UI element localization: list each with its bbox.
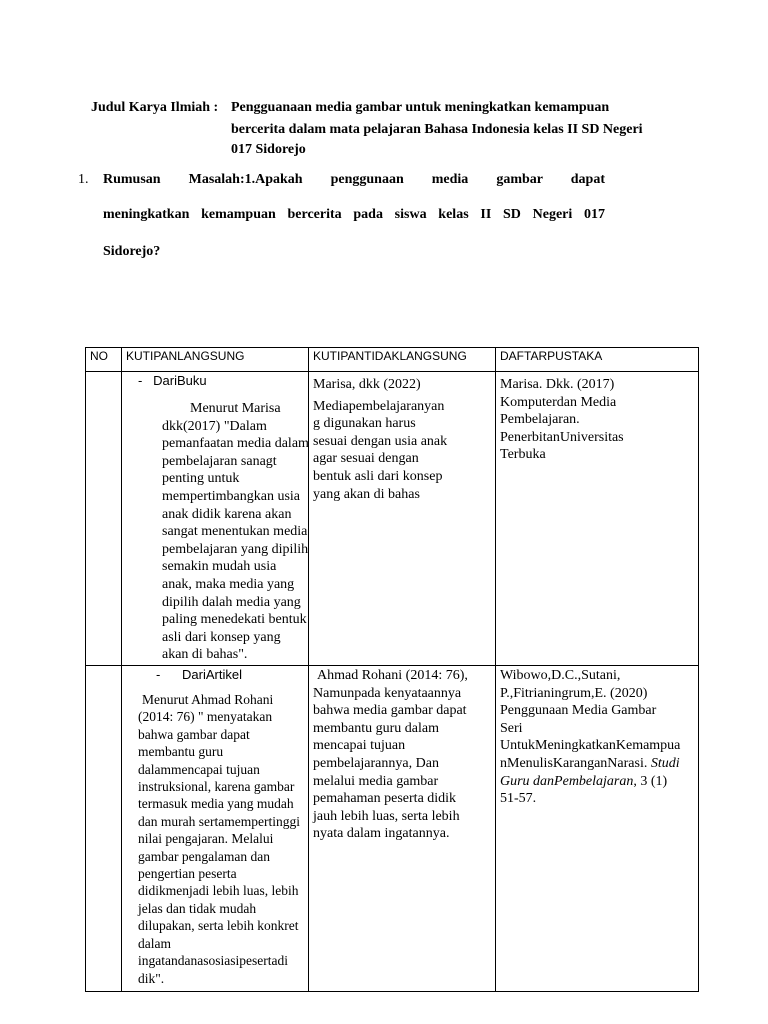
text-line: pemanfaatan media dalam xyxy=(162,436,309,452)
text-line: bahwa gambar dapat xyxy=(138,726,250,742)
text-line: gambar pengalaman dan xyxy=(138,848,270,864)
text-line: pembelajarannya, Dan xyxy=(313,755,439,771)
text-line: yang akan di bahas xyxy=(313,486,420,502)
text-line: termasuk media yang mudah xyxy=(138,796,294,812)
text-line: anak, maka media yang xyxy=(162,576,295,592)
text-line: Wibowo,D.C.,Sutani, xyxy=(500,668,621,683)
text-line: Komputerdan Media xyxy=(500,394,617,410)
table-header-row xyxy=(86,348,699,372)
text-line: UntukMeningkatkanKemampua xyxy=(500,738,681,754)
text-line: Penggunaan Media Gambar xyxy=(500,703,657,719)
text-line: agar sesuai dengan xyxy=(313,451,419,467)
bibliography-cell xyxy=(496,372,699,666)
text-line: Namunpada kenyataannya xyxy=(313,685,462,701)
judul-line-2: bercerita dalam mata pelajaran Bahasa Indonesia kelas II SD Negeri xyxy=(231,122,643,137)
header-no: NO xyxy=(86,348,122,372)
text-line: Menurut Ahmad Rohani xyxy=(142,692,274,707)
text-line: Menurut Marisa xyxy=(190,401,281,416)
text-line: jauh lebih luas, serta lebih xyxy=(313,808,460,824)
text-line: dan murah sertamempertinggi xyxy=(138,813,300,829)
text-line: PenerbitanUniversitas xyxy=(500,429,624,445)
rumusan-line-3: Sidorejo? xyxy=(103,244,161,259)
text-fragment: nMenulisKaranganNarasi. xyxy=(500,755,651,771)
text-line: pembelajaran sanagt xyxy=(162,453,277,469)
text-line: instruksional, karena gambar xyxy=(138,779,295,795)
direct-quote-cell xyxy=(122,666,309,992)
text-line: nilai pengajaran. Melalui xyxy=(138,831,274,847)
text-line: Terbuka xyxy=(500,447,546,463)
text-line: pemahaman peserta didik xyxy=(313,791,457,807)
direct-quote-text xyxy=(162,400,309,664)
journal-name-part: Studi xyxy=(650,755,680,771)
text-line: akan di bahas". xyxy=(162,647,248,663)
text-line: semakin mudah usia xyxy=(162,559,277,575)
header-kutipan-langsung: KUTIPANLANGSUNG xyxy=(122,348,309,372)
header-daftar-pustaka: DAFTARPUSTAKA xyxy=(496,348,699,372)
row-number xyxy=(86,372,122,666)
judul-line-1: Pengguanaan media gambar untuk meningkatkan kemampuan xyxy=(231,100,610,115)
text-line: Seri xyxy=(500,720,523,736)
text-line: nyata dalam ingatannya. xyxy=(313,826,450,842)
text-line xyxy=(500,755,694,773)
judul-line-3: 017 Sidorejo xyxy=(231,142,306,157)
text-line: dalam xyxy=(138,935,171,951)
quotation-table xyxy=(85,347,699,992)
text-line: ingatandanasosiasipesertadi xyxy=(138,953,288,969)
bibliography-text xyxy=(500,667,694,808)
direct-quote-cell xyxy=(122,372,309,666)
volume-issue: , 3 (1) xyxy=(633,773,668,789)
text-line: 51-57. xyxy=(500,791,537,807)
rumusan-line-2: meningkatkan kemampuan bercerita pada siswa kelas II SD Negeri 017 xyxy=(103,207,605,222)
text-line: Pembelajaran. xyxy=(500,412,580,428)
text-line: bahwa media gambar dapat xyxy=(313,703,467,719)
text-line: paling menedekati bentuk xyxy=(162,612,307,628)
text-line: sangat menentukan media xyxy=(162,524,308,540)
text-line: dalammencapai tujuan xyxy=(138,761,260,777)
journal-name-part: Guru danPembelajaran xyxy=(500,773,634,789)
text-line: dkk(2017) "Dalam xyxy=(162,418,267,434)
rumusan-number: 1. xyxy=(78,172,89,187)
row-number xyxy=(86,666,122,992)
source-label: - DariArtikel xyxy=(156,667,242,682)
rumusan-line-1: Rumusan Masalah:1.Apakah penggunaan media gambar dapat xyxy=(103,172,605,187)
header-kutipan-tidak-langsung: KUTIPANTIDAKLANGSUNG xyxy=(309,348,496,372)
text-line: mencapai tujuan xyxy=(313,738,406,754)
direct-quote-text xyxy=(138,691,304,987)
text-line: asli dari konsep yang xyxy=(162,629,281,645)
text-line: dilupakan, serta lebih konkret xyxy=(138,918,299,934)
text-line: Marisa, dkk (2022) xyxy=(313,377,421,392)
text-line: dik". xyxy=(138,970,165,986)
source-label: - DariBuku xyxy=(138,373,207,388)
text-line: melalui media gambar xyxy=(313,773,439,789)
text-line: penting untuk xyxy=(162,471,240,487)
text-line: g digunakan harus xyxy=(313,416,416,432)
indirect-quote-cell xyxy=(309,372,496,666)
text-line: bentuk asli dari konsep xyxy=(313,468,443,484)
text-line: mempertimbangkan usia xyxy=(162,488,301,504)
text-line: P.,Fitrianingrum,E. (2020) xyxy=(500,685,648,701)
table-row xyxy=(86,372,699,666)
text-line xyxy=(500,773,694,791)
indirect-quote-text xyxy=(313,376,491,503)
text-line: pengertian peserta xyxy=(138,866,237,882)
text-line: dipilih dalah media yang xyxy=(162,594,301,610)
text-line: didikmenjadi lebih luas, lebih xyxy=(138,883,299,899)
text-line: Marisa. Dkk. (2017) xyxy=(500,377,615,392)
text-line: Mediapembelajaranyan xyxy=(313,398,445,414)
indirect-quote-text xyxy=(313,667,491,843)
text-line: pembelajaran yang dipilih xyxy=(162,541,309,557)
judul-label: Judul Karya Ilmiah : xyxy=(91,100,219,115)
text-line: sesuai dengan usia anak xyxy=(313,433,448,449)
text-line: membantu guru xyxy=(138,744,224,760)
text-line: (2014: 76) " menyatakan xyxy=(138,709,273,725)
bibliography-cell xyxy=(496,666,699,992)
text-line: jelas dan tidak mudah xyxy=(138,900,257,916)
text-line: Ahmad Rohani (2014: 76), xyxy=(317,668,468,683)
indirect-quote-cell xyxy=(309,666,496,992)
text-line: anak didik karena akan xyxy=(162,506,292,522)
text-line: membantu guru dalam xyxy=(313,720,439,736)
bibliography-text xyxy=(500,376,694,464)
table-row xyxy=(86,666,699,992)
